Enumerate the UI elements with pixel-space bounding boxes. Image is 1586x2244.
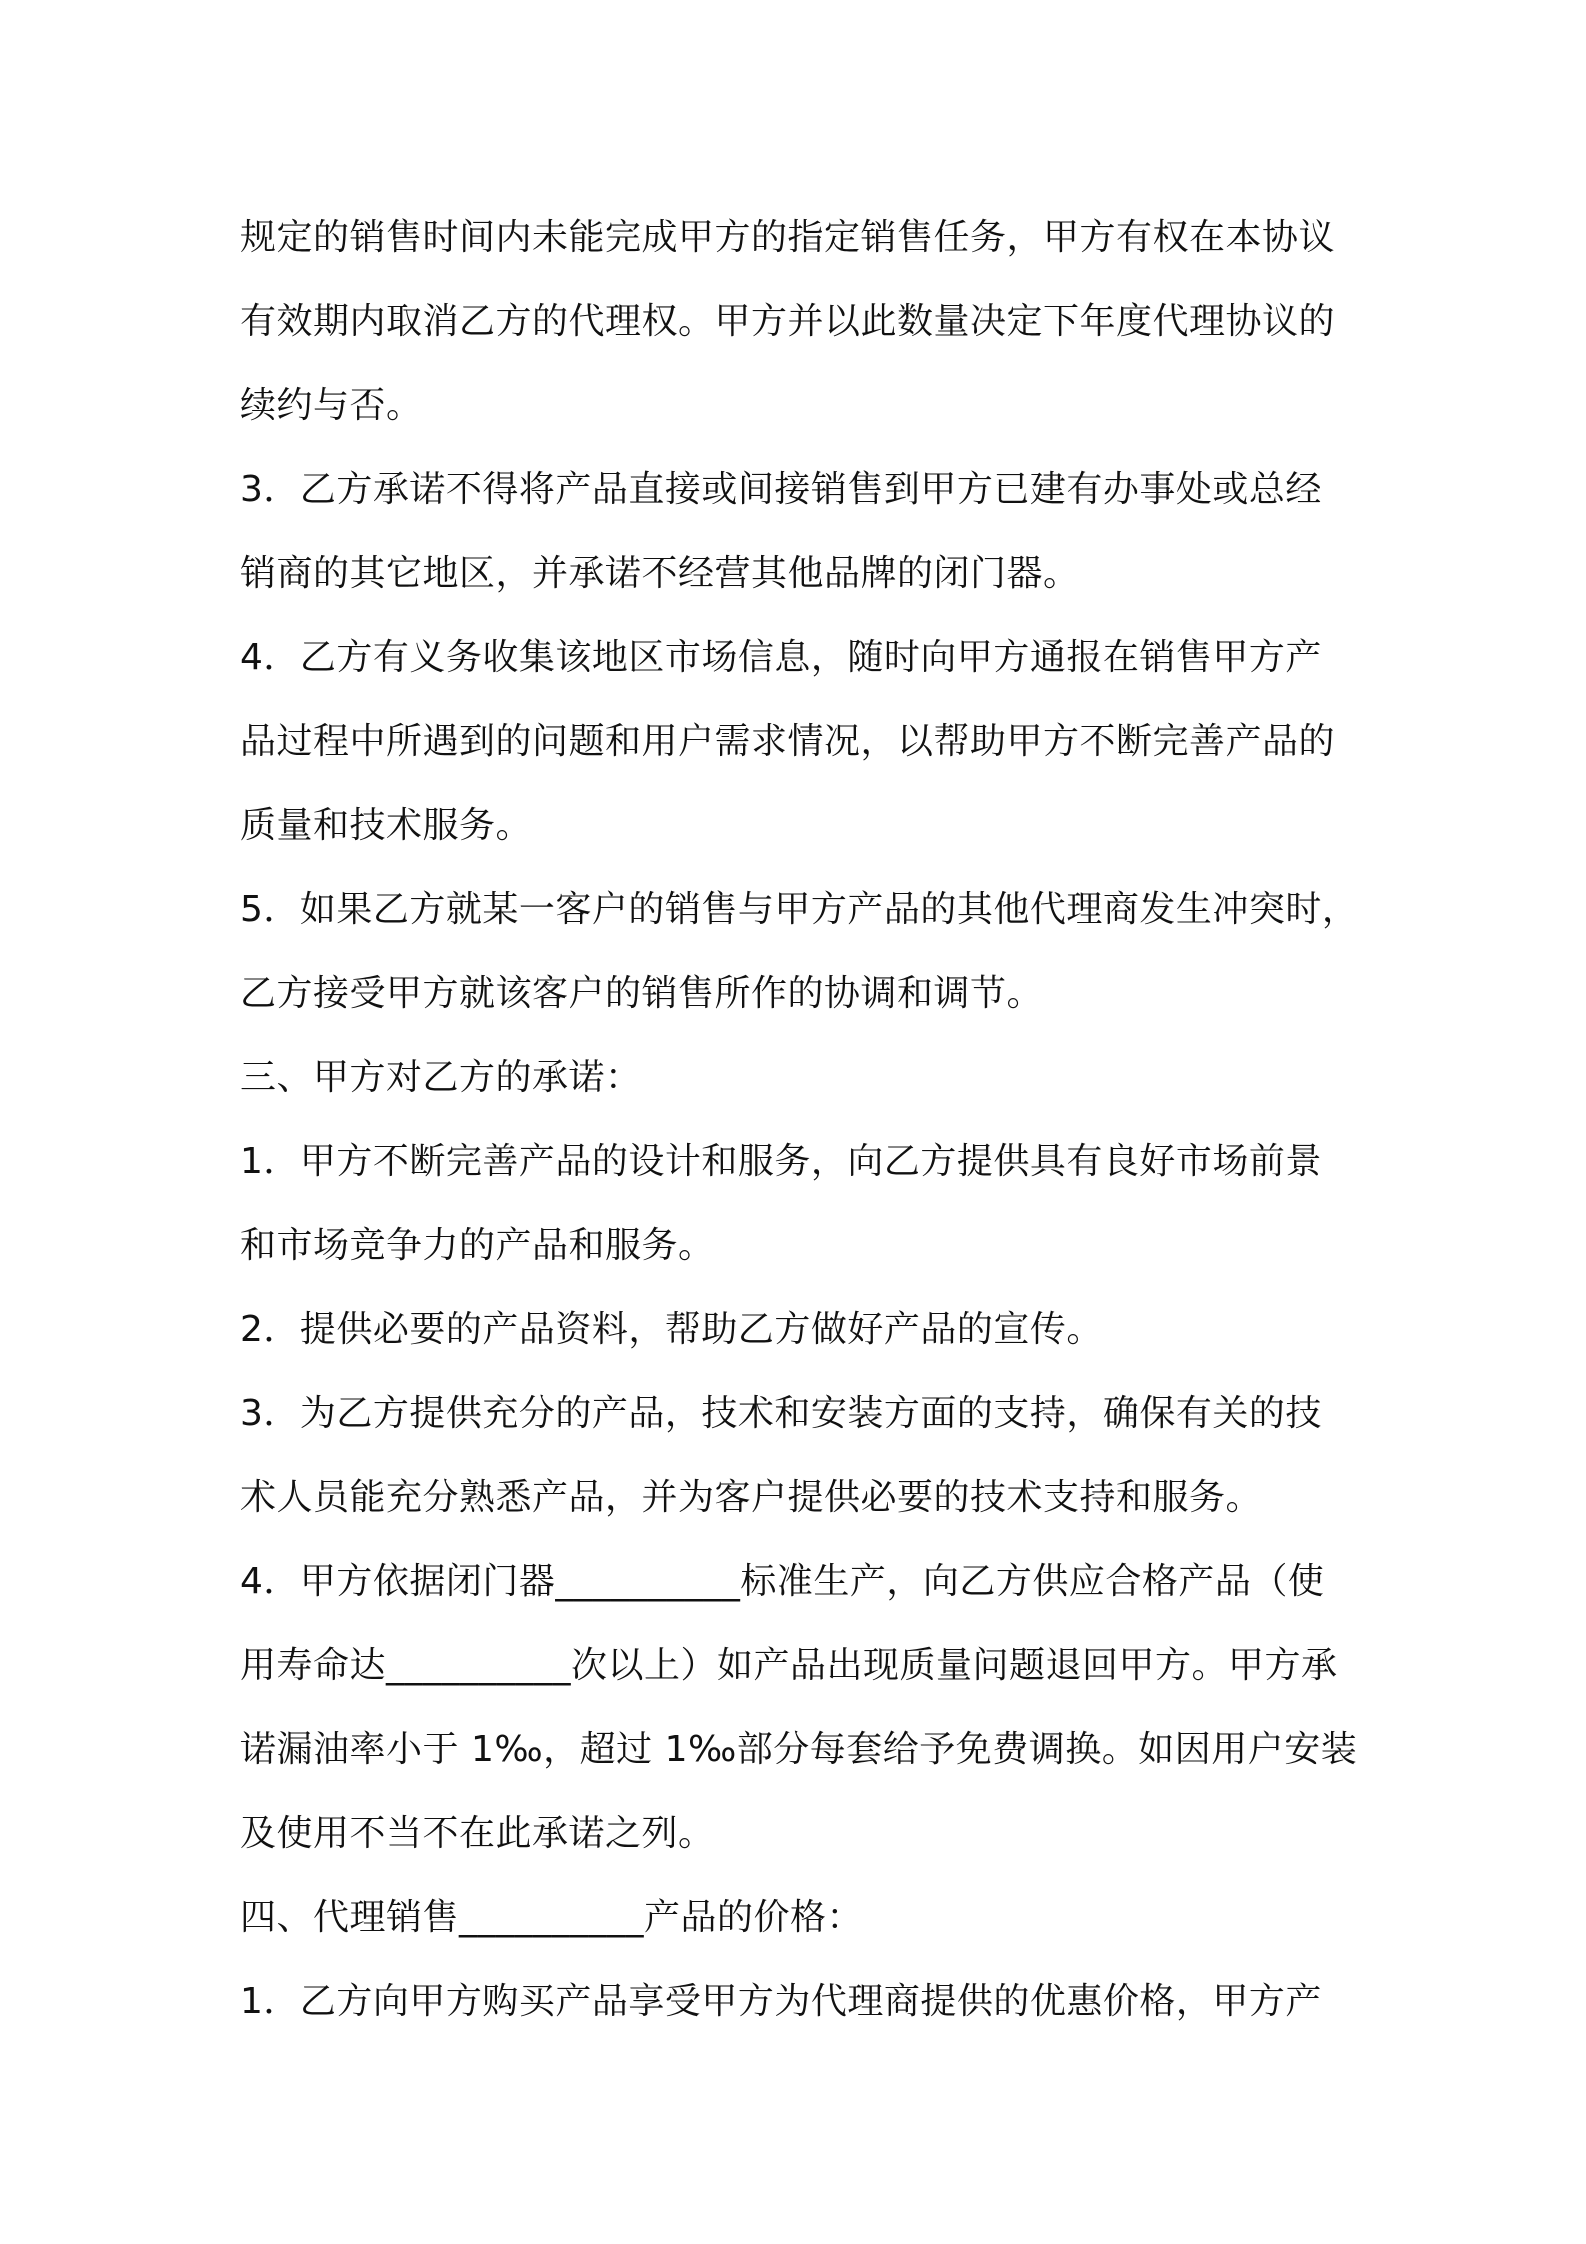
text-line: 质量和技术服务。 xyxy=(240,805,533,846)
text-line: 3．乙方承诺不得将产品直接或间接销售到甲方已建有办事处或总经 xyxy=(240,469,1322,510)
text-line: 1．甲方不断完善产品的设计和服务，向乙方提供具有良好市场前景 xyxy=(240,1141,1322,1182)
text-line: 2．提供必要的产品资料，帮助乙方做好产品的宣传。 xyxy=(240,1309,1103,1350)
text-line: 用寿命达__________次以上）如产品出现质量问题退回甲方。甲方承 xyxy=(240,1645,1338,1686)
section-heading: 三、甲方对乙方的承诺： xyxy=(240,1057,642,1098)
text-line: 品过程中所遇到的问题和用户需求情况，以帮助甲方不断完善产品的 xyxy=(240,721,1336,762)
text-line: 5．如果乙方就某一客户的销售与甲方产品的其他代理商发生冲突时， xyxy=(240,889,1359,930)
text-line: 术人员能充分熟悉产品，并为客户提供必要的技术支持和服务。 xyxy=(240,1477,1263,1518)
text-line: 4．乙方有义务收集该地区市场信息，随时向甲方通报在销售甲方产 xyxy=(240,637,1322,678)
text-line: 续约与否。 xyxy=(240,385,423,426)
text-line: 有效期内取消乙方的代理权。甲方并以此数量决定下年度代理协议的 xyxy=(240,301,1336,342)
section-heading: 四、代理销售__________产品的价格： xyxy=(240,1897,864,1938)
text-line: 销商的其它地区，并承诺不经营其他品牌的闭门器。 xyxy=(240,553,1080,594)
text-line: 乙方接受甲方就该客户的销售所作的协调和调节。 xyxy=(240,973,1044,1014)
text-line: 和市场竞争力的产品和服务。 xyxy=(240,1225,715,1266)
text-line: 4．甲方依据闭门器__________标准生产，向乙方供应合格产品（使 xyxy=(240,1561,1325,1602)
text-line: 规定的销售时间内未能完成甲方的指定销售任务，甲方有权在本协议 xyxy=(240,217,1336,258)
text-line: 诺漏油率小于 1‰，超过 1‰部分每套给予免费调换。如因用户安装 xyxy=(240,1729,1358,1770)
text-line: 1．乙方向甲方购买产品享受甲方为代理商提供的优惠价格，甲方产 xyxy=(240,1981,1322,2022)
text-line: 及使用不当不在此承诺之列。 xyxy=(240,1813,715,1854)
document-body xyxy=(240,196,1360,2044)
text-line: 3．为乙方提供充分的产品，技术和安装方面的支持，确保有关的技 xyxy=(240,1393,1322,1434)
